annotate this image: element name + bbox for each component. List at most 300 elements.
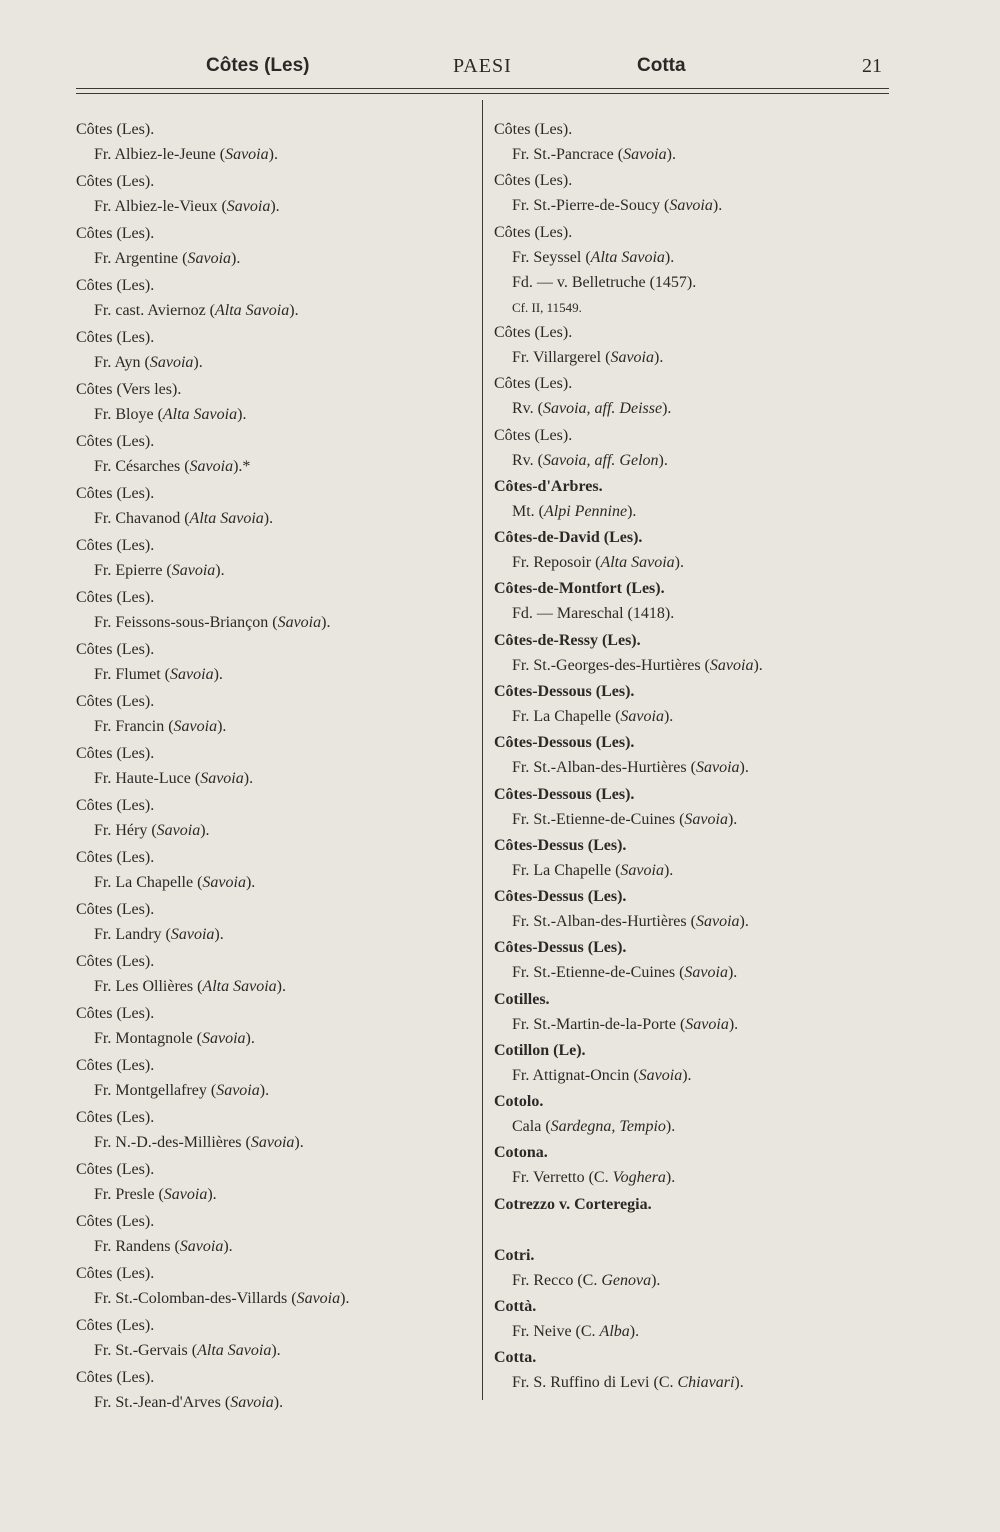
- dictionary-entry: [494, 424, 889, 475]
- entry-headword: Côtes (Les).: [76, 1109, 155, 1126]
- entry-subline: [494, 1370, 889, 1395]
- entry-italic-location: Savoia: [620, 861, 664, 879]
- entry-subline: [76, 1338, 476, 1363]
- entry-subline: [494, 270, 889, 295]
- entry-text: Fr. Argentine (: [94, 250, 188, 267]
- entry-subline: [76, 870, 476, 895]
- entry-text: Rv. (: [512, 400, 543, 418]
- dictionary-entry: [494, 1244, 889, 1295]
- entry-subline: [76, 142, 476, 167]
- dictionary-entry: [76, 118, 476, 170]
- entry-text-end: ).: [237, 406, 247, 423]
- entry-headword: Côtes-d'Arbres.: [494, 477, 603, 495]
- entry-subline: [494, 1063, 889, 1088]
- entry-text-end: ).: [217, 718, 227, 735]
- entry-headword: Côtes-de-Ressy (Les).: [494, 631, 641, 649]
- entry-headword: Côtes (Les).: [76, 797, 155, 814]
- entry-subline: [76, 402, 476, 427]
- entry-subline: [76, 922, 476, 947]
- entry-text: Fr. Recco (C.: [512, 1271, 602, 1289]
- entry-italic-location: Savoia: [156, 822, 201, 839]
- entry-subline: [494, 1319, 889, 1344]
- entry-headword: Côtes (Les).: [76, 1369, 155, 1386]
- entry-text: Fr. Chavanod (: [94, 510, 190, 527]
- entry-text: Fr. Bloye (: [94, 406, 163, 423]
- entry-subline: [76, 1390, 476, 1415]
- entry-subline: [494, 755, 889, 780]
- dictionary-entry: [494, 1193, 889, 1244]
- entry-italic-location: Savoia: [620, 707, 664, 725]
- entry-text-end: ).*: [233, 458, 251, 475]
- entry-text-end: ).: [682, 1066, 692, 1084]
- entry-text: Fr. Les Ollières (: [94, 978, 203, 995]
- entry-text-end: ).: [245, 1030, 255, 1047]
- entry-headword: Côtes (Les).: [494, 172, 573, 190]
- entry-text-end: ).: [663, 707, 674, 725]
- dictionary-entry: [76, 586, 476, 638]
- entry-headword: Côtes (Les).: [76, 953, 155, 970]
- entry-text-end: ).: [728, 1015, 739, 1033]
- dictionary-entry: [76, 898, 476, 950]
- entry-headword: Côtes (Les).: [76, 485, 155, 502]
- dictionary-entry: [76, 794, 476, 846]
- entry-subline: [494, 345, 889, 370]
- entry-subline: [76, 818, 476, 843]
- entry-subline: [76, 1286, 476, 1311]
- entry-headword: Côtes-Dessous (Les).: [494, 785, 635, 803]
- dictionary-entry: [494, 834, 889, 885]
- entry-headword: Côtes (Les).: [76, 589, 155, 606]
- entry-text-end: ).: [734, 1374, 744, 1392]
- entry-headword: Côtes (Les).: [76, 1317, 155, 1334]
- dictionary-entry: [494, 1141, 889, 1192]
- dictionary-entry: [494, 1295, 889, 1346]
- entry-headword: Côtes (Les).: [76, 1057, 155, 1074]
- dictionary-entry: [494, 936, 889, 987]
- entry-italic-location: Chiavari: [677, 1374, 735, 1392]
- dictionary-entry: [494, 372, 889, 423]
- entry-subline: [76, 1234, 476, 1259]
- entry-subline: [76, 974, 476, 999]
- dictionary-entry: [494, 1039, 889, 1090]
- entry-subline: [494, 653, 889, 678]
- dictionary-entry: [494, 885, 889, 936]
- entry-text: Fr. St.-Etienne-de-Cuines (: [512, 810, 685, 828]
- entry-subline: [494, 909, 889, 934]
- entry-text: Fr. St.-Pancrace (: [512, 146, 624, 163]
- entry-text-end: ).: [223, 1238, 233, 1255]
- dictionary-entry: [494, 475, 889, 526]
- entry-text: Fr. Montagnole (: [94, 1030, 202, 1047]
- entry-headword: Cotolo.: [494, 1093, 544, 1111]
- entry-text-end: ).: [653, 349, 664, 367]
- dictionary-entry: [76, 378, 476, 430]
- entry-text: Fr. St.-Alban-des-Hurtières (: [512, 913, 696, 931]
- entry-italic-location: Savoia: [173, 718, 218, 735]
- entry-subline: [494, 601, 889, 626]
- dictionary-entry: [76, 170, 476, 222]
- entry-text: Fr. Montgellafrey (: [94, 1082, 217, 1099]
- dictionary-entry: [494, 321, 889, 372]
- entry-text: Fr. Randens (: [94, 1238, 180, 1255]
- header-rule-bottom: [76, 93, 889, 94]
- entry-text: Rv. (: [512, 451, 543, 469]
- entry-italic-location: Savoia: [638, 1066, 683, 1084]
- entry-text: Fr. Verretto (C.: [512, 1169, 613, 1187]
- entry-text: Fr. St.-Jean-d'Arves (: [94, 1394, 231, 1411]
- entry-text-end: ).: [263, 510, 274, 527]
- entry-headword: Côtes (Les).: [76, 433, 155, 450]
- entry-italic-location: Savoia: [709, 656, 754, 674]
- left-column: [76, 118, 476, 1415]
- entry-italic-location: Savoia: [216, 1082, 260, 1099]
- dictionary-entry: [494, 1346, 889, 1394]
- column-divider: [482, 100, 483, 1400]
- entry-text: Fr. Flumet (: [94, 666, 171, 683]
- entry-italic-location: Savoia: [202, 1030, 246, 1047]
- dictionary-entry: [494, 680, 889, 731]
- entry-headword: Côtes-Dessus (Les).: [494, 888, 627, 906]
- entry-subline: [494, 499, 889, 524]
- entry-text-end: ).: [294, 1134, 304, 1151]
- dictionary-entry: [76, 1054, 476, 1106]
- entry-headword: Côtes (Les).: [494, 121, 573, 138]
- entry-text: Fr. Héry (: [94, 822, 157, 839]
- entry-headword: Côtes (Les).: [494, 426, 573, 444]
- entry-italic-location: Savoia: [226, 198, 271, 215]
- entry-text-end: ).: [215, 562, 225, 579]
- entry-headword: Cotona.: [494, 1144, 548, 1162]
- entry-italic-location: Alta Savoia: [590, 248, 665, 266]
- dictionary-entry: [494, 731, 889, 782]
- entry-subline: [494, 193, 889, 218]
- entry-italic-location: Savoia: [170, 926, 215, 943]
- entry-text: Fr. Ayn (: [94, 354, 150, 371]
- entry-headword: Côtes (Les).: [76, 277, 155, 294]
- entry-text: Fr. La Chapelle (: [512, 861, 621, 879]
- entry-text: Fr. Villargerel (: [512, 349, 611, 367]
- dictionary-entry: [494, 629, 889, 680]
- entry-text-end: ).: [270, 198, 280, 215]
- dictionary-entry: [494, 783, 889, 834]
- running-head-right: Cotta: [637, 55, 686, 76]
- entry-subline: [494, 396, 889, 421]
- entry-headword: Cotillon (Le).: [494, 1041, 586, 1059]
- entry-headword: Cotilles.: [494, 990, 550, 1008]
- entry-subline: [76, 246, 476, 271]
- dictionary-entry: [494, 169, 889, 220]
- entry-text-end: ).: [664, 248, 675, 266]
- entry-text-end: ).: [651, 1271, 661, 1289]
- entry-text-end: ).: [321, 614, 331, 631]
- dictionary-entry: [76, 1262, 476, 1314]
- dictionary-entry: [76, 482, 476, 534]
- entry-subline: [76, 350, 476, 375]
- entry-text: Fr. St.-Alban-des-Hurtières (: [512, 759, 696, 777]
- entry-italic-location: Savoia: [187, 250, 232, 267]
- entry-headword: Côtes (Les).: [76, 901, 155, 918]
- entry-subline: [76, 558, 476, 583]
- entry-text: Fr. St.-Etienne-de-Cuines (: [512, 964, 685, 982]
- dictionary-entry: [494, 118, 889, 169]
- entry-subline: [494, 960, 889, 985]
- entry-italic-location: Savoia: [149, 354, 194, 371]
- entry-italic-location: Alpi Pennine: [544, 502, 628, 520]
- entry-headword: Côtes (Les).: [76, 641, 155, 658]
- entry-text: Fr. Landry (: [94, 926, 171, 943]
- entry-headword: Côtes (Les).: [76, 1161, 155, 1178]
- entry-headword: Côtes-de-Montfort (Les).: [494, 580, 665, 598]
- entry-text: Fd. — Mareschal (1418).: [512, 605, 675, 623]
- entry-headword: Côtes (Les).: [494, 223, 573, 241]
- entry-text: Fr. Albiez-le-Jeune (: [94, 146, 226, 163]
- entry-subline: [494, 550, 889, 575]
- entry-subline: [76, 454, 476, 479]
- entry-headword: Cotta.: [494, 1349, 537, 1367]
- entry-subline: [76, 194, 476, 219]
- entry-headword: Côtes (Les).: [76, 173, 155, 190]
- entry-subline: [76, 298, 476, 323]
- entry-text-end: ).: [207, 1186, 217, 1203]
- entry-headword: Côtes-Dessous (Les).: [494, 734, 635, 752]
- entry-text: Fr. St.-Pierre-de-Soucy (: [512, 197, 670, 215]
- entry-italic-location: Sardegna, Tempio: [550, 1118, 666, 1136]
- entry-subline: [76, 1026, 476, 1051]
- entry-text: Fr. S. Ruffino di Levi (C.: [512, 1374, 678, 1392]
- entry-italic-location: Alba: [599, 1323, 630, 1341]
- entry-text-end: ).: [243, 770, 254, 787]
- entry-text: Fr. Albiez-le-Vieux (: [94, 198, 227, 215]
- entry-headword: Côtes (Les).: [76, 225, 155, 242]
- entry-italic-location: Savoia: [685, 1015, 729, 1033]
- entry-italic-location: Savoia: [684, 810, 728, 828]
- entry-text-end: ).: [276, 978, 286, 995]
- entry-headword: Côtes (Les).: [76, 1005, 155, 1022]
- entry-text: Fr. Presle (: [94, 1186, 164, 1203]
- page-number: 21: [862, 55, 882, 77]
- entry-subline: [76, 714, 476, 739]
- entry-text-end: ).: [629, 1323, 640, 1341]
- header-rule-top: [76, 88, 889, 89]
- entry-text-end: ).: [674, 554, 684, 572]
- entry-italic-location: Alta Savoia: [215, 302, 290, 319]
- entry-italic-location: Savoia: [202, 874, 246, 891]
- entry-headword: Côtes (Les).: [76, 693, 155, 710]
- entry-text-end: ).: [662, 400, 672, 418]
- entry-italic-location: Savoia: [296, 1290, 341, 1307]
- entry-subline: [494, 1114, 889, 1139]
- entry-headword: Cottà.: [494, 1298, 537, 1316]
- entry-subline: [76, 766, 476, 791]
- entry-subline: [494, 1165, 889, 1190]
- entry-text-end: ).: [245, 874, 256, 891]
- entry-text: Fr. Haute-Luce (: [94, 770, 201, 787]
- dictionary-entry: [76, 274, 476, 326]
- entry-text-end: ).: [712, 197, 723, 215]
- entry-italic-location: Savoia: [189, 458, 234, 475]
- entry-italic-location: Savoia: [684, 964, 728, 982]
- entry-headword: Côtes (Les).: [76, 1265, 155, 1282]
- entry-italic-location: Alta Savoia: [162, 406, 238, 423]
- entry-italic-location: Savoia, aff. Deisse: [542, 400, 663, 418]
- entry-subline: [76, 662, 476, 687]
- entry-italic-location: Voghera: [612, 1169, 666, 1187]
- dictionary-entry: [76, 1002, 476, 1054]
- entry-text: Cala (: [512, 1118, 551, 1136]
- entry-subline: [494, 858, 889, 883]
- dictionary-entry: [76, 222, 476, 274]
- entry-subline: [76, 506, 476, 531]
- entry-headword: Côtes (Les).: [76, 1213, 155, 1230]
- entry-headword: Cotri.: [494, 1246, 535, 1264]
- entry-italic-location: Savoia: [230, 1394, 274, 1411]
- entry-subline: [494, 1012, 889, 1037]
- entry-text-end: ).: [727, 964, 738, 982]
- entry-text: Fr. Feissons-sous-Briançon (: [94, 614, 278, 631]
- entry-text: Fr. Césarches (: [94, 458, 190, 475]
- entry-italic-location: Savoia: [610, 349, 654, 367]
- entry-text-end: ).: [663, 861, 674, 879]
- running-head-center: PAESI: [453, 55, 512, 77]
- entry-text-end: ).: [739, 913, 749, 931]
- entry-text: Fr. Seyssel (: [512, 248, 591, 266]
- entry-text: Fr. cast. Aviernoz (: [94, 302, 216, 319]
- entry-italic-location: Alta Savoia: [189, 510, 264, 527]
- entry-italic-location: Savoia: [277, 614, 322, 631]
- entry-italic-location: Savoia: [695, 913, 740, 931]
- entry-headword: Côtes (Les).: [494, 375, 573, 393]
- entry-headword: Côtes (Les).: [76, 745, 155, 762]
- entry-text-end: ).: [259, 1082, 270, 1099]
- entry-text-end: ).: [753, 656, 763, 674]
- entry-italic-location: Savoia: [179, 1238, 224, 1255]
- entry-italic-location: Savoia: [695, 759, 740, 777]
- running-head-left: Côtes (Les): [206, 55, 310, 76]
- entry-italic-location: Alta Savoia: [202, 978, 277, 995]
- entry-text: Mt. (: [512, 502, 544, 520]
- entry-italic-location: Alta Savoia: [197, 1342, 272, 1359]
- entry-text-end: ).: [658, 451, 668, 469]
- entry-italic-location: Savoia: [200, 770, 244, 787]
- entry-subline: [494, 807, 889, 832]
- dictionary-entry: [494, 988, 889, 1039]
- entry-text: Fr. St.-Martin-de-la-Porte (: [512, 1015, 686, 1033]
- entry-italic-location: Alta Savoia: [600, 554, 675, 572]
- entry-text-end: ).: [727, 810, 738, 828]
- entry-italic-location: Savoia, aff. Gelon: [542, 451, 659, 469]
- entry-italic-location: Savoia: [170, 666, 214, 683]
- dictionary-entry: [494, 1090, 889, 1141]
- entry-text: Fd. — v. Belletruche (1457).: [512, 273, 697, 291]
- entry-headword: Côtes (Les).: [76, 329, 155, 346]
- entry-headword: Côtes (Les).: [76, 121, 155, 138]
- dictionary-entry: [76, 1106, 476, 1158]
- entry-text-end: ).: [627, 502, 637, 520]
- entry-text: Cf. II, 11549.: [512, 299, 582, 315]
- right-column: [494, 118, 889, 1395]
- entry-text-end: ).: [214, 926, 224, 943]
- entry-text: Fr. N.-D.-des-Millières (: [94, 1134, 251, 1151]
- dictionary-entry: [76, 1314, 476, 1366]
- entry-subline: [494, 142, 889, 167]
- dictionary-entry: [76, 950, 476, 1002]
- dictionary-entry: [76, 1210, 476, 1262]
- entry-text: Fr. St.-Gervais (: [94, 1342, 198, 1359]
- entry-headword: Côtes-Dessus (Les).: [494, 939, 627, 957]
- entry-text-end: ).: [666, 146, 676, 163]
- entry-text: Fr. St.-Georges-des-Hurtières (: [512, 656, 710, 674]
- entry-headword: Côtes-de-David (Les).: [494, 529, 643, 547]
- entry-text: Fr. Neive (C.: [512, 1323, 600, 1341]
- entry-headword: Côtes-Dessus (Les).: [494, 836, 627, 854]
- entry-text: Fr. Reposoir (: [512, 554, 601, 572]
- entry-subline: [76, 1078, 476, 1103]
- entry-text-end: ).: [193, 354, 203, 371]
- entry-subline: [76, 1130, 476, 1155]
- entry-subline: [494, 295, 889, 320]
- entry-headword: Cotrezzo v. Corteregia.: [494, 1195, 652, 1213]
- entry-italic-location: Savoia: [171, 562, 216, 579]
- entry-headword: Côtes (Les).: [76, 537, 155, 554]
- dictionary-entry: [76, 1366, 476, 1415]
- entry-headword: Côtes-Dessous (Les).: [494, 682, 635, 700]
- entry-headword: Côtes (Vers les).: [76, 381, 182, 398]
- entry-text: Fr. Francin (: [94, 718, 174, 735]
- entry-text: Fr. Epierre (: [94, 562, 172, 579]
- entry-text: Fr. Attignat-Oncin (: [512, 1066, 639, 1084]
- entry-italic-location: Genova: [601, 1271, 652, 1289]
- entry-text-end: ).: [289, 302, 299, 319]
- entry-text-end: ).: [340, 1290, 350, 1307]
- entry-text-end: ).: [268, 146, 278, 163]
- entry-subline: [76, 610, 476, 635]
- entry-headword: Côtes (Les).: [76, 849, 155, 866]
- entry-text-end: ).: [665, 1169, 676, 1187]
- entry-subline: [494, 245, 889, 270]
- entry-italic-location: Savoia: [669, 197, 713, 215]
- entry-italic-location: Savoia: [623, 146, 667, 163]
- entry-text-end: ).: [665, 1118, 676, 1136]
- dictionary-entry: [76, 742, 476, 794]
- dictionary-entry: [76, 638, 476, 690]
- dictionary-entry: [494, 577, 889, 628]
- dictionary-entry: [76, 1158, 476, 1210]
- entry-italic-location: Savoia: [225, 146, 269, 163]
- entry-subline: [494, 704, 889, 729]
- dictionary-entry: [76, 326, 476, 378]
- entry-subline: [76, 1182, 476, 1207]
- entry-text-end: ).: [213, 666, 223, 683]
- entry-text-end: ).: [271, 1342, 281, 1359]
- dictionary-entry: [494, 221, 889, 322]
- entry-text: Fr. St.-Colomban-des-Villards (: [94, 1290, 297, 1307]
- entry-text-end: ).: [739, 759, 749, 777]
- dictionary-entry: [76, 534, 476, 586]
- entry-text-end: ).: [231, 250, 241, 267]
- entry-italic-location: Savoia: [163, 1186, 208, 1203]
- entry-subline: [494, 1268, 889, 1293]
- entry-subline: [494, 448, 889, 473]
- entry-italic-location: Savoia: [250, 1134, 295, 1151]
- entry-headword: Côtes (Les).: [494, 324, 573, 342]
- dictionary-entry: [76, 846, 476, 898]
- dictionary-entry: [76, 430, 476, 482]
- entry-text: Fr. La Chapelle (: [512, 707, 621, 725]
- entry-text: Fr. La Chapelle (: [94, 874, 203, 891]
- entry-text-end: ).: [273, 1394, 284, 1411]
- dictionary-entry: [76, 690, 476, 742]
- entry-text-end: ).: [200, 822, 210, 839]
